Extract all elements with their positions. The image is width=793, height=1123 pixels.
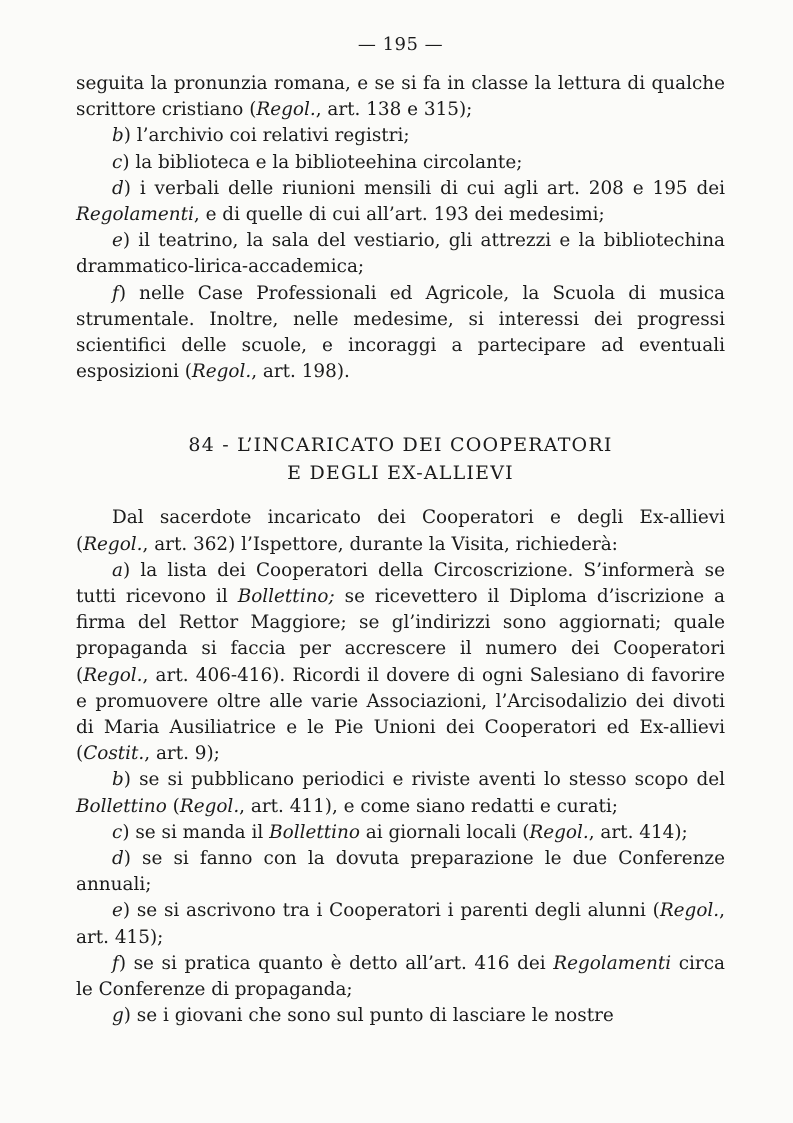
text: , e di quelle di cui all’art. 193 dei medesimi; (193, 204, 605, 226)
text: , art. 414); (588, 821, 688, 843)
italic-text: b (112, 125, 124, 147)
list-item-c (76, 150, 725, 176)
text: , art. 406-416). Ricordi il dovere di ogni Salesiano di favorire e promuovere oltre alle varie Associazioni, l’Arcisodalizio dei divoti di Maria Ausiliatrice e le Pie Unioni dei Cooperatori ed Ex-allievi ( (76, 664, 725, 765)
intro-paragraph (76, 505, 725, 557)
text: ( (166, 795, 180, 817)
list-item-a (76, 558, 725, 768)
italic-text: d (112, 177, 124, 199)
continued-text-block (76, 71, 725, 385)
text: Dal sacerdote incaricato dei Cooperatori e degli Ex-allievi ( (76, 507, 725, 555)
list-item-d (76, 846, 725, 898)
italic-text: Regol. (83, 664, 143, 686)
italic-text: Regol. (83, 533, 143, 555)
list-item-b (76, 767, 725, 819)
italic-text: Bollettino; (237, 586, 335, 608)
text: ) i verbali delle riunioni mensili di cui agli art. 208 e 195 dei (123, 177, 725, 199)
text: ) se si manda il (122, 821, 270, 843)
italic-text: Bollettino (76, 795, 167, 817)
text: , art. 415); (76, 900, 725, 948)
list-item-b (76, 123, 725, 149)
list-item-d (76, 176, 725, 228)
list-item-e (76, 898, 725, 950)
page-number: — 195 — (357, 34, 444, 55)
italic-text: d (112, 848, 124, 870)
text: ) se si ascrivono tra i Cooperatori i parenti degli alunni ( (122, 900, 660, 922)
text: seguita la pronunzia romana, e se si fa in classe la lettura di qualche scrittore cristiano ( (76, 73, 725, 121)
italic-text: c (112, 151, 123, 173)
italic-text: Regol. (191, 361, 252, 383)
text: ) la lista dei Cooperatori della Circoscrizione. S’informerà se tutti ricevono il (76, 559, 725, 608)
list-item-f (76, 281, 725, 386)
text: ai giornali locali ( (359, 821, 530, 843)
section-heading (76, 431, 725, 487)
italic-text: Regol. (179, 795, 240, 817)
text: ) la biblioteca e la biblioteehina circolante; (122, 151, 523, 173)
italic-text: e (112, 900, 123, 922)
italic-text: Regol. (529, 821, 589, 843)
italic-text: g (112, 1005, 124, 1027)
italic-text: Regolamenti (553, 952, 672, 974)
text: ) se si fanno con la dovuta preparazione le due Conferenze annuali; (76, 848, 725, 896)
text: ) il teatrino, la sala del vestiario, gli attrezzi e la bibliotechina drammatico-lirica-accademica; (76, 230, 725, 278)
text: , art. 9); (144, 743, 220, 765)
text: ) l’archivio coi relativi registri; (123, 125, 410, 147)
italic-text: c (112, 821, 123, 843)
italic-text: f (112, 952, 119, 974)
italic-text: e (112, 230, 123, 252)
text: se ricevettero il Diploma d’iscrizione a firma del Rettor Maggiore; se gl’indirizzi sono aggiornati; quale propaganda si faccia per accrescere il numero dei Cooperatori ( (76, 586, 726, 686)
section-body (76, 505, 725, 1029)
text: , art. 198). (251, 361, 350, 383)
italic-text: Regolamenti (76, 204, 194, 226)
italic-text: Bollettino (269, 821, 360, 843)
list-item-f (76, 951, 725, 1003)
text: ) se i giovani che sono sul punto di lasciare le nostre (123, 1005, 614, 1027)
text: ) se si pratica quanto è detto all’art. 416 dei (118, 952, 554, 974)
section-heading-line-2: E DEGLI EX-ALLIEVI (287, 462, 514, 485)
italic-text: Costit. (83, 743, 145, 765)
section-heading-line-1: 84 - L’INCARICATO DEI COOPERATORI (188, 434, 613, 457)
italic-text: Regol. (659, 900, 720, 922)
text: circa le Conferenze di propaganda; (76, 952, 725, 1001)
text: , art. 138 e 315); (315, 99, 473, 121)
italic-text: f (112, 282, 119, 304)
text: , art. 411), e come siano redatti e curati; (239, 795, 619, 817)
list-item-e (76, 228, 725, 280)
paragraph (76, 71, 725, 123)
text: , art. 362) l’Ispettore, durante la Visita, richiederà: (142, 533, 618, 555)
italic-text: a (112, 559, 123, 581)
list-item-c (76, 820, 725, 846)
text: ) nelle Case Professionali ed Agricole, la Scuola di musica strumentale. Inoltre, nelle medesime, si interessi dei progressi scientifici delle scuole, e incoraggi a partecipare ad eventuali esposizioni ( (76, 282, 725, 383)
italic-text: b (112, 769, 124, 791)
text: ) se si pubblicano periodici e riviste aventi lo stesso scopo del (123, 769, 725, 791)
list-item-g (76, 1003, 725, 1029)
italic-text: Regol. (256, 99, 316, 121)
